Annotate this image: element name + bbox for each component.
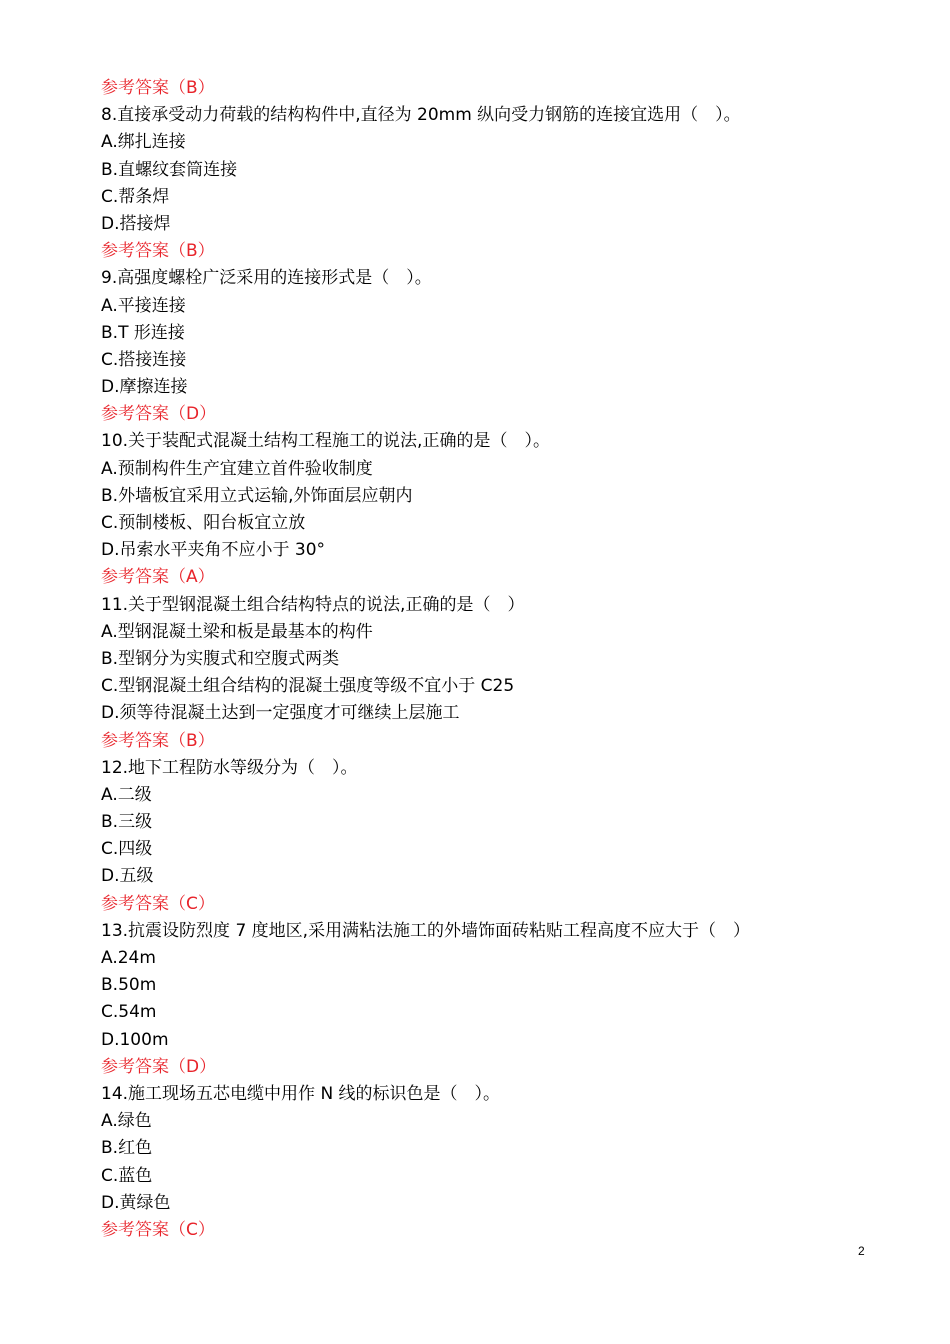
answer-line: 参考答案（A） (101, 567, 215, 588)
question-line: 12.地下工程防水等级分为（ ）。 (101, 757, 358, 778)
answer-line: 参考答案（B） (101, 78, 215, 98)
answer-line: 参考答案（B） (101, 730, 215, 751)
option-line: C.预制楼板、阳台板宜立放 (101, 513, 306, 533)
option-line: B.型钢分为实腹式和空腹式两类 (101, 648, 340, 669)
document-body (101, 75, 861, 1244)
answer-line: 参考答案（C） (101, 893, 215, 914)
option-line: C.搭接连接 (101, 349, 187, 370)
option-line: C.蓝色 (101, 1165, 153, 1186)
option-line: C.型钢混凝土组合结构的混凝土强度等级不宜小于 C25 (101, 676, 515, 697)
option-line: D.摩擦连接 (101, 377, 188, 398)
option-line: D.吊索水平夹角不应小于 30° (101, 540, 326, 561)
question-line: 13.抗震设防烈度 7 度地区,采用满粘法施工的外墙饰面砖粘贴工程高度不应大于（ ） (101, 920, 751, 941)
option-line: B.外墙板宜采用立式运输,外饰面层应朝内 (101, 485, 413, 506)
question-line: 10.关于装配式混凝土结构工程施工的说法,正确的是（ ）。 (101, 431, 550, 452)
option-line: A.平接连接 (101, 295, 186, 316)
option-line: D.五级 (101, 866, 154, 887)
option-line: A.绑扎连接 (101, 132, 186, 153)
option-line: B.红色 (101, 1138, 153, 1159)
option-line: D.100m (101, 1029, 169, 1050)
option-line: B.50m (101, 975, 157, 996)
option-line: B.T 形连接 (101, 322, 185, 343)
question-line: 14.施工现场五芯电缆中用作 N 线的标识色是（ ）。 (101, 1083, 501, 1104)
option-line: C.四级 (101, 839, 153, 860)
option-line: B.直螺纹套筒连接 (101, 159, 238, 180)
option-line: A.24m (101, 948, 156, 968)
option-line: A.型钢混凝土梁和板是最基本的构件 (101, 621, 373, 642)
question-line: 11.关于型钢混凝土组合结构特点的说法,正确的是（ ） (101, 594, 525, 615)
answer-line: 参考答案（D） (101, 1056, 217, 1077)
option-line: D.须等待混凝土达到一定强度才可继续上层施工 (101, 703, 460, 724)
option-line: A.二级 (101, 784, 152, 805)
question-line: 8.直接承受动力荷载的结构构件中,直径为 20mm 纵向受力钢筋的连接宜选用（ ）。 (101, 105, 741, 126)
answer-line: 参考答案（C） (101, 1219, 215, 1240)
option-line: A.预制构件生产宜建立首件验收制度 (101, 458, 373, 479)
answer-line: 参考答案（B） (101, 241, 215, 262)
page-number: 2 (858, 1244, 865, 1258)
option-line: C.54m (101, 1002, 157, 1023)
question-line: 9.高强度螺栓广泛采用的连接形式是（ ）。 (101, 268, 432, 289)
answer-line: 参考答案（D） (101, 404, 217, 425)
option-line: B.三级 (101, 812, 153, 833)
option-line: C.帮条焊 (101, 186, 170, 207)
option-line: A.绿色 (101, 1111, 152, 1132)
option-line: D.搭接焊 (101, 213, 171, 234)
option-line: D.黄绿色 (101, 1192, 171, 1213)
